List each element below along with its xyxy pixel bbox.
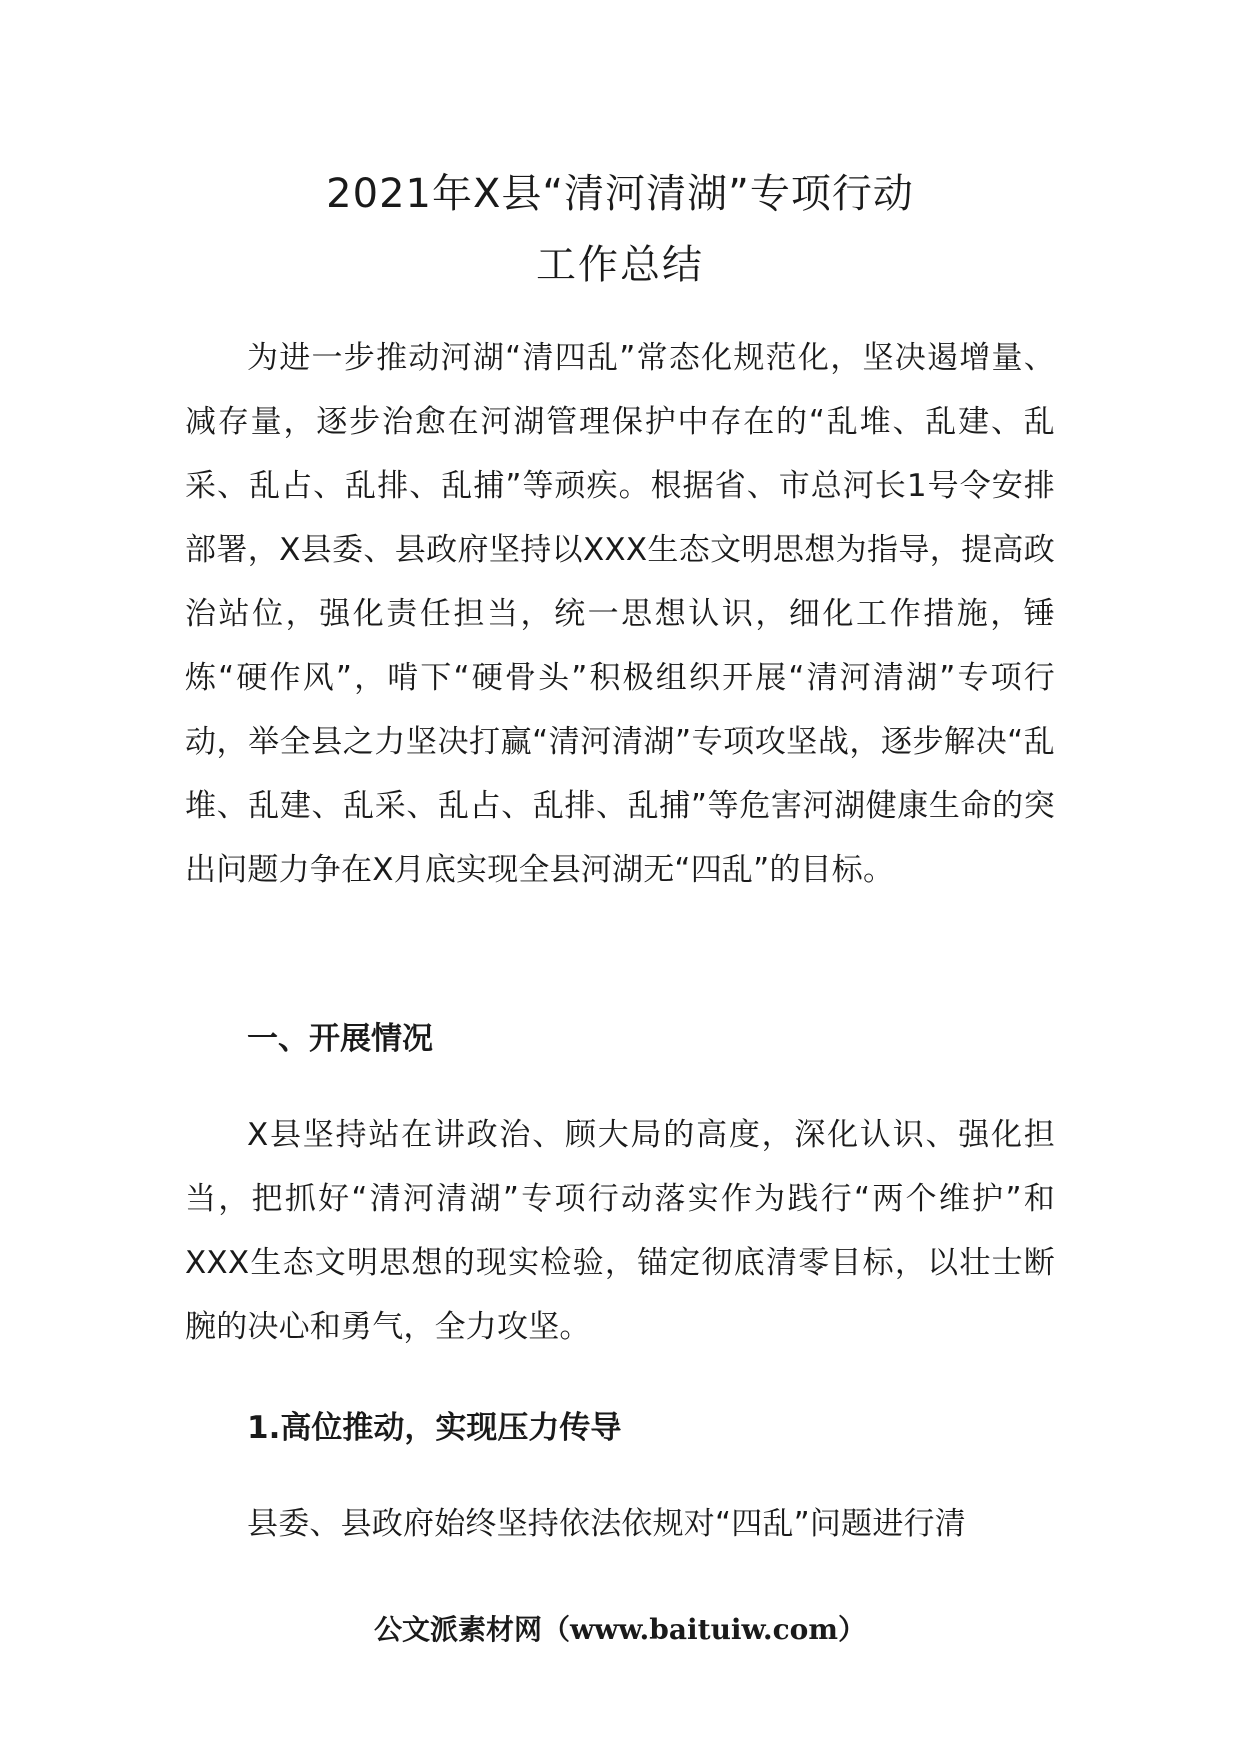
- subsection-paragraph: 县委、县政府始终坚持依法依规对“四乱”问题进行清: [247, 1506, 966, 1542]
- document-title-line1: 2021年X县“清河清湖”专项行动: [326, 171, 914, 217]
- subsection-heading: 1.高位推动，实现压力传导: [247, 1410, 622, 1446]
- document-title-line2: 工作总结: [536, 242, 704, 288]
- watermark-footer: 公文派素材网（www.baituiw.com）: [374, 1613, 866, 1646]
- section-heading: 一、开展情况: [247, 1021, 433, 1057]
- section-paragraph: X县坚持站在讲政治、顾大局的高度，深化认识、强化担当，把抓好“清河清湖”专项行动落实作为践行“两个维护”和XXX生态文明思想的现实检验，锚定彻底清零目标，以壮士断腕的决心和勇气，全力攻坚。: [185, 1117, 1055, 1345]
- intro-paragraph: 为进一步推动河湖“清四乱”常态化规范化，坚决遏增量、减存量，逐步治愈在河湖管理保护中存在的“乱堆、乱建、乱采、乱占、乱排、乱捕”等顽疾。根据省、市总河长1号令安排部署，X县委、县政府坚持以XXX生态文明思想为指导，提高政治站位，强化责任担当，统一思想认识，细化工作措施，锤炼“硬作风”，啃下“硬骨头”积极组织开展“清河清湖”专项行动，举全县之力坚决打赢“清河清湖”专项攻坚战，逐步解决“乱堆、乱建、乱采、乱占、乱排、乱捕”等危害河湖健康生命的突出问题力争在X月底实现全县河湖无“四乱”的目标。: [185, 340, 1055, 888]
